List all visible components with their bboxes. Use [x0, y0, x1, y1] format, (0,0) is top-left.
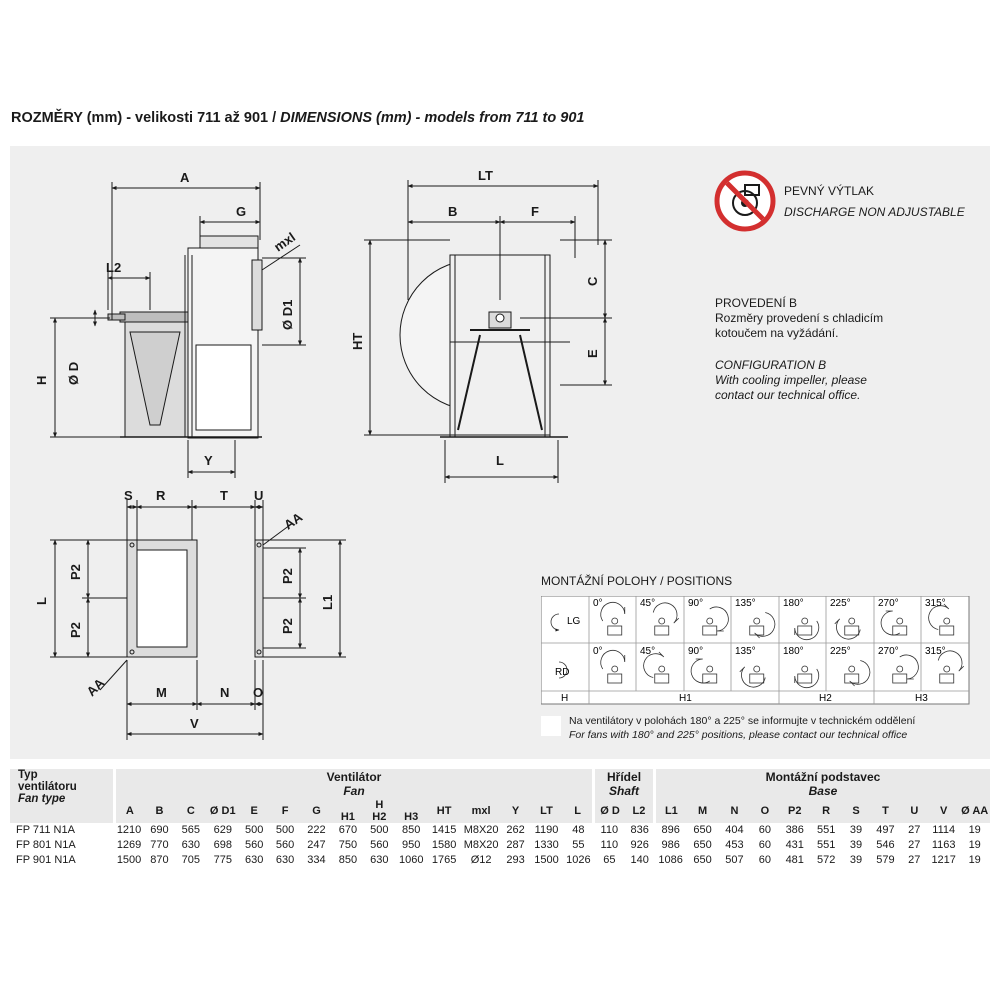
value-cell: 65 [603, 854, 616, 866]
col-header: S [852, 804, 860, 817]
angle-label-lg: 90° [688, 598, 704, 609]
value-cell: 551 [816, 824, 836, 836]
title-en: DIMENSIONS (mm) - models from 711 to 901 [280, 110, 585, 126]
value-cell: 431 [785, 839, 804, 851]
fan-type-cell: FP 901 N1A [16, 854, 76, 866]
col-header: L1 [654, 799, 686, 823]
value-cell: 60 [758, 824, 771, 836]
value-cell: 1026 [566, 854, 591, 866]
positions-title: MONTÁŽNÍ POLOHY / POSITIONS [541, 574, 733, 588]
positions-note-en-text: For fans with 180° and 225° positions, please contact our technical office [569, 729, 908, 741]
dim-label-mxl: mxl [271, 229, 299, 255]
shaft-group-en-text: Shaft [609, 784, 640, 798]
col-header-label: H3 [404, 811, 419, 823]
col-header: G [312, 804, 321, 817]
col-header: HT [436, 804, 452, 817]
rd-label: RD [555, 667, 570, 678]
value-cell: 650 [693, 839, 712, 851]
value-cell: 705 [181, 854, 201, 866]
dim-label-Y: Y [204, 453, 213, 468]
col-header: P2 [788, 804, 802, 817]
dim-label-AA-top: AA [281, 509, 306, 533]
value-cell: 670 [338, 824, 358, 836]
table-row [10, 823, 990, 838]
dim-label-R: R [156, 488, 166, 503]
fan-group-header [114, 769, 593, 799]
col-header: mxl [471, 804, 491, 817]
value-cell: 500 [275, 824, 295, 836]
dim-label-LT: LT [478, 168, 493, 183]
value-cell: 110 [600, 824, 619, 836]
col-header-label: H2 [372, 811, 387, 823]
side-view-drawing [108, 236, 262, 438]
dim-label-H: H [34, 375, 49, 385]
dim-label-O: O [253, 685, 264, 700]
table-row [10, 838, 990, 853]
value-cell: 560 [245, 839, 264, 851]
col-header: LT [540, 804, 553, 817]
value-cell: 1163 [931, 839, 956, 851]
type-header-cz: Typ [18, 769, 38, 781]
h-group-2: H2 [819, 693, 832, 704]
value-cell: 750 [338, 839, 358, 851]
value-cell: 140 [630, 854, 649, 866]
value-cell: 27 [908, 854, 921, 866]
col-header: O [760, 804, 770, 817]
dim-label-T: T [220, 488, 228, 503]
type-header-cz2: ventilátoru [18, 781, 77, 793]
value-cell: 110 [600, 839, 619, 851]
value-cell: 222 [307, 824, 326, 836]
dim-label-P2-left-top: P2 [68, 564, 83, 580]
base-group-en [656, 784, 990, 798]
value-cell: 1580 [431, 839, 457, 851]
col-header: B [155, 804, 164, 817]
fan-group-en-text: Fan [343, 784, 365, 798]
value-cell: 19 [968, 839, 981, 851]
angle-label-lg: 180° [783, 598, 804, 609]
dim-label-G: G [236, 204, 247, 219]
angle-label-rd: 315° [925, 646, 946, 657]
value-cell: 870 [150, 854, 169, 866]
shaft-group-header [594, 769, 655, 799]
h-group-3: H3 [915, 693, 928, 704]
dim-label-HT: HT [350, 332, 365, 350]
value-cell: M8X20 [463, 839, 499, 851]
value-cell: 60 [758, 839, 771, 851]
angle-label-lg: 270° [878, 598, 899, 609]
dim-label-AA-bottom: AA [83, 675, 108, 700]
value-cell: 629 [213, 824, 232, 836]
value-cell: 481 [785, 854, 804, 866]
value-cell: 293 [506, 854, 525, 866]
value-cell: 1217 [931, 854, 956, 866]
dim-label-V: V [190, 716, 199, 731]
value-cell: 334 [307, 854, 326, 866]
col-header: C [186, 804, 195, 817]
col-header: Ø D [594, 799, 625, 823]
fan-group-en [116, 784, 592, 798]
value-cell: 560 [370, 839, 389, 851]
angle-label-rd: 180° [783, 646, 804, 657]
col-header [364, 799, 395, 823]
angle-label-lg: 45° [640, 598, 656, 609]
value-cell: 507 [725, 854, 744, 866]
col-header: L2 [632, 804, 646, 817]
title-cz: ROZMĚRY (mm) - velikosti 711 až 901 / [11, 110, 281, 126]
h-row-label: H [561, 693, 569, 704]
value-cell: 453 [725, 839, 744, 851]
col-header: L [574, 804, 582, 817]
note-swatch [541, 716, 561, 736]
value-cell: 1269 [116, 839, 142, 851]
value-cell: 39 [849, 854, 863, 866]
h-group-1: H1 [679, 693, 692, 704]
base-plan-drawing [127, 540, 263, 657]
angle-label-lg: 135° [735, 598, 756, 609]
shaft-group-cz: Hřídel [607, 770, 642, 784]
value-cell: 27 [908, 824, 921, 836]
front-view-drawing [400, 255, 570, 437]
value-cell: 650 [693, 854, 712, 866]
angle-label-rd: 135° [735, 646, 756, 657]
value-cell: 287 [506, 839, 525, 851]
discharge-non-adjustable-icon [717, 173, 773, 229]
discharge-label-en [784, 205, 965, 220]
value-cell: 630 [245, 854, 264, 866]
value-cell: 546 [876, 839, 895, 851]
dim-label-L: L [496, 453, 504, 468]
dim-label-B: B [448, 204, 458, 219]
value-cell: 60 [758, 854, 771, 866]
discharge-label-cz: PEVNÝ VÝTLAK [784, 184, 875, 198]
fan-group-cz: Ventilátor [326, 770, 382, 784]
value-cell: 630 [370, 854, 389, 866]
dim-label-M: M [156, 685, 167, 700]
dim-label-E: E [585, 349, 600, 358]
value-cell: 650 [693, 824, 712, 836]
positions-note-cz: Na ventilátory v polohách 180° a 225° se informujte v technickém oddělení [569, 715, 916, 727]
value-cell: 1114 [932, 824, 956, 836]
angle-label-rd: 225° [830, 646, 851, 657]
value-cell: Ø12 [470, 854, 492, 866]
value-cell: 1060 [398, 854, 424, 866]
value-cell: 770 [150, 839, 169, 851]
value-cell: M8X20 [463, 824, 499, 836]
value-cell: 48 [572, 824, 585, 836]
value-cell: 386 [785, 824, 804, 836]
value-cell: 39 [849, 839, 863, 851]
value-cell: 404 [725, 824, 744, 836]
col-header: F [281, 804, 289, 817]
value-cell: 926 [630, 839, 649, 851]
positions-note [569, 714, 915, 742]
col-header: R [822, 804, 831, 817]
value-cell: 1415 [431, 824, 457, 836]
col-header: Ø D1 [209, 804, 236, 817]
config-en-line2-text: contact our technical office. [715, 388, 861, 402]
dim-label-L1: L1 [320, 594, 335, 610]
config-cz-line1: Rozměry provedení s chladicím [715, 311, 884, 325]
config-en-line1-text: With cooling impeller, please [715, 373, 867, 387]
col-header: A [114, 799, 143, 823]
angle-label-lg: 0° [593, 598, 603, 609]
value-cell: 27 [908, 839, 921, 851]
value-cell: 1210 [116, 824, 142, 836]
config-cz-line2: kotoučem na vyžádání. [715, 326, 839, 340]
discharge-label-en-text: DISCHARGE NON ADJUSTABLE [784, 205, 965, 219]
value-cell: 500 [245, 824, 264, 836]
value-cell: 1500 [116, 854, 142, 866]
dim-label-A: A [180, 170, 190, 185]
col-header: T [882, 804, 889, 817]
value-cell: 1190 [534, 824, 559, 836]
value-cell: 19 [968, 824, 981, 836]
config-en-title-text: CONFIGURATION B [715, 358, 827, 372]
value-cell: 500 [370, 824, 389, 836]
value-cell: 630 [181, 839, 201, 851]
fan-type-cell: FP 801 N1A [16, 839, 76, 851]
value-cell: 690 [150, 824, 169, 836]
col-header: U [910, 804, 919, 817]
col-header-label: H1 [340, 811, 355, 823]
col-header: M [697, 804, 708, 817]
value-cell: 579 [876, 854, 895, 866]
value-cell: 572 [816, 854, 836, 866]
h-group-header: H [375, 799, 384, 811]
dim-label-P2-left-bottom: P2 [68, 622, 83, 638]
value-cell: 1086 [658, 854, 683, 866]
dimensions-table [10, 769, 990, 868]
type-header-en-text: Fan type [18, 793, 66, 805]
value-cell: 850 [338, 854, 358, 866]
value-cell: 1330 [534, 839, 559, 851]
dim-label-N: N [220, 685, 230, 700]
dim-label-D: Ø D [66, 361, 81, 385]
angle-label-rd: 0° [593, 646, 603, 657]
value-cell: 560 [275, 839, 295, 851]
value-cell: 1765 [431, 854, 457, 866]
type-header [10, 769, 114, 823]
value-cell: 497 [876, 824, 895, 836]
value-cell: 775 [213, 854, 232, 866]
base-group-en-text: Base [808, 784, 838, 798]
angle-label-lg: 315° [925, 598, 946, 609]
value-cell: 55 [572, 839, 585, 851]
dim-label-F: F [531, 204, 539, 219]
dim-label-P2-right-bottom: P2 [280, 618, 295, 634]
value-cell: 698 [213, 839, 232, 851]
value-cell: 850 [402, 824, 421, 836]
col-header: Ø AA [961, 804, 989, 817]
positions-grid [541, 596, 971, 706]
col-header: E [250, 804, 258, 817]
col-header [332, 799, 363, 823]
value-cell: 1500 [534, 854, 559, 866]
value-cell: 836 [630, 824, 649, 836]
value-cell: 630 [275, 854, 295, 866]
dim-label-L-base: L [34, 597, 49, 605]
base-group-cz: Montážní podstavec [765, 770, 881, 784]
shaft-group-en [595, 784, 653, 798]
angle-label-lg: 225° [830, 598, 851, 609]
config-en-line1 [715, 373, 867, 388]
value-cell: 896 [661, 824, 680, 836]
dim-label-D1: Ø D1 [280, 299, 295, 330]
lg-label: LG [567, 616, 581, 627]
angle-label-rd: 270° [878, 646, 899, 657]
col-header: Y [511, 804, 520, 817]
value-cell: 986 [661, 839, 680, 851]
value-cell: 551 [816, 839, 836, 851]
dim-label-C: C [585, 276, 600, 286]
angle-label-rd: 45° [640, 646, 656, 657]
col-header [395, 799, 427, 823]
dim-label-L2: L2 [106, 260, 122, 275]
col-header: V [940, 804, 948, 817]
angle-label-rd: 90° [688, 646, 704, 657]
dim-label-S: S [124, 488, 133, 503]
col-header: N [730, 804, 739, 817]
value-cell: 262 [506, 824, 525, 836]
value-cell: 565 [181, 824, 201, 836]
value-cell: 247 [307, 839, 326, 851]
config-en-line2 [715, 388, 860, 403]
value-cell: 19 [968, 854, 981, 866]
base-group-header [654, 769, 990, 799]
type-header-en [18, 793, 113, 805]
dim-label-U: U [254, 488, 264, 503]
positions-note-en [569, 728, 915, 742]
table-row [10, 853, 990, 868]
value-cell: 950 [402, 839, 421, 851]
dim-label-P2-right-top: P2 [280, 568, 295, 584]
config-cz-title: PROVEDENÍ B [715, 296, 798, 310]
fan-type-cell: FP 711 N1A [16, 824, 75, 836]
config-en-title [715, 358, 826, 373]
value-cell: 39 [849, 824, 863, 836]
